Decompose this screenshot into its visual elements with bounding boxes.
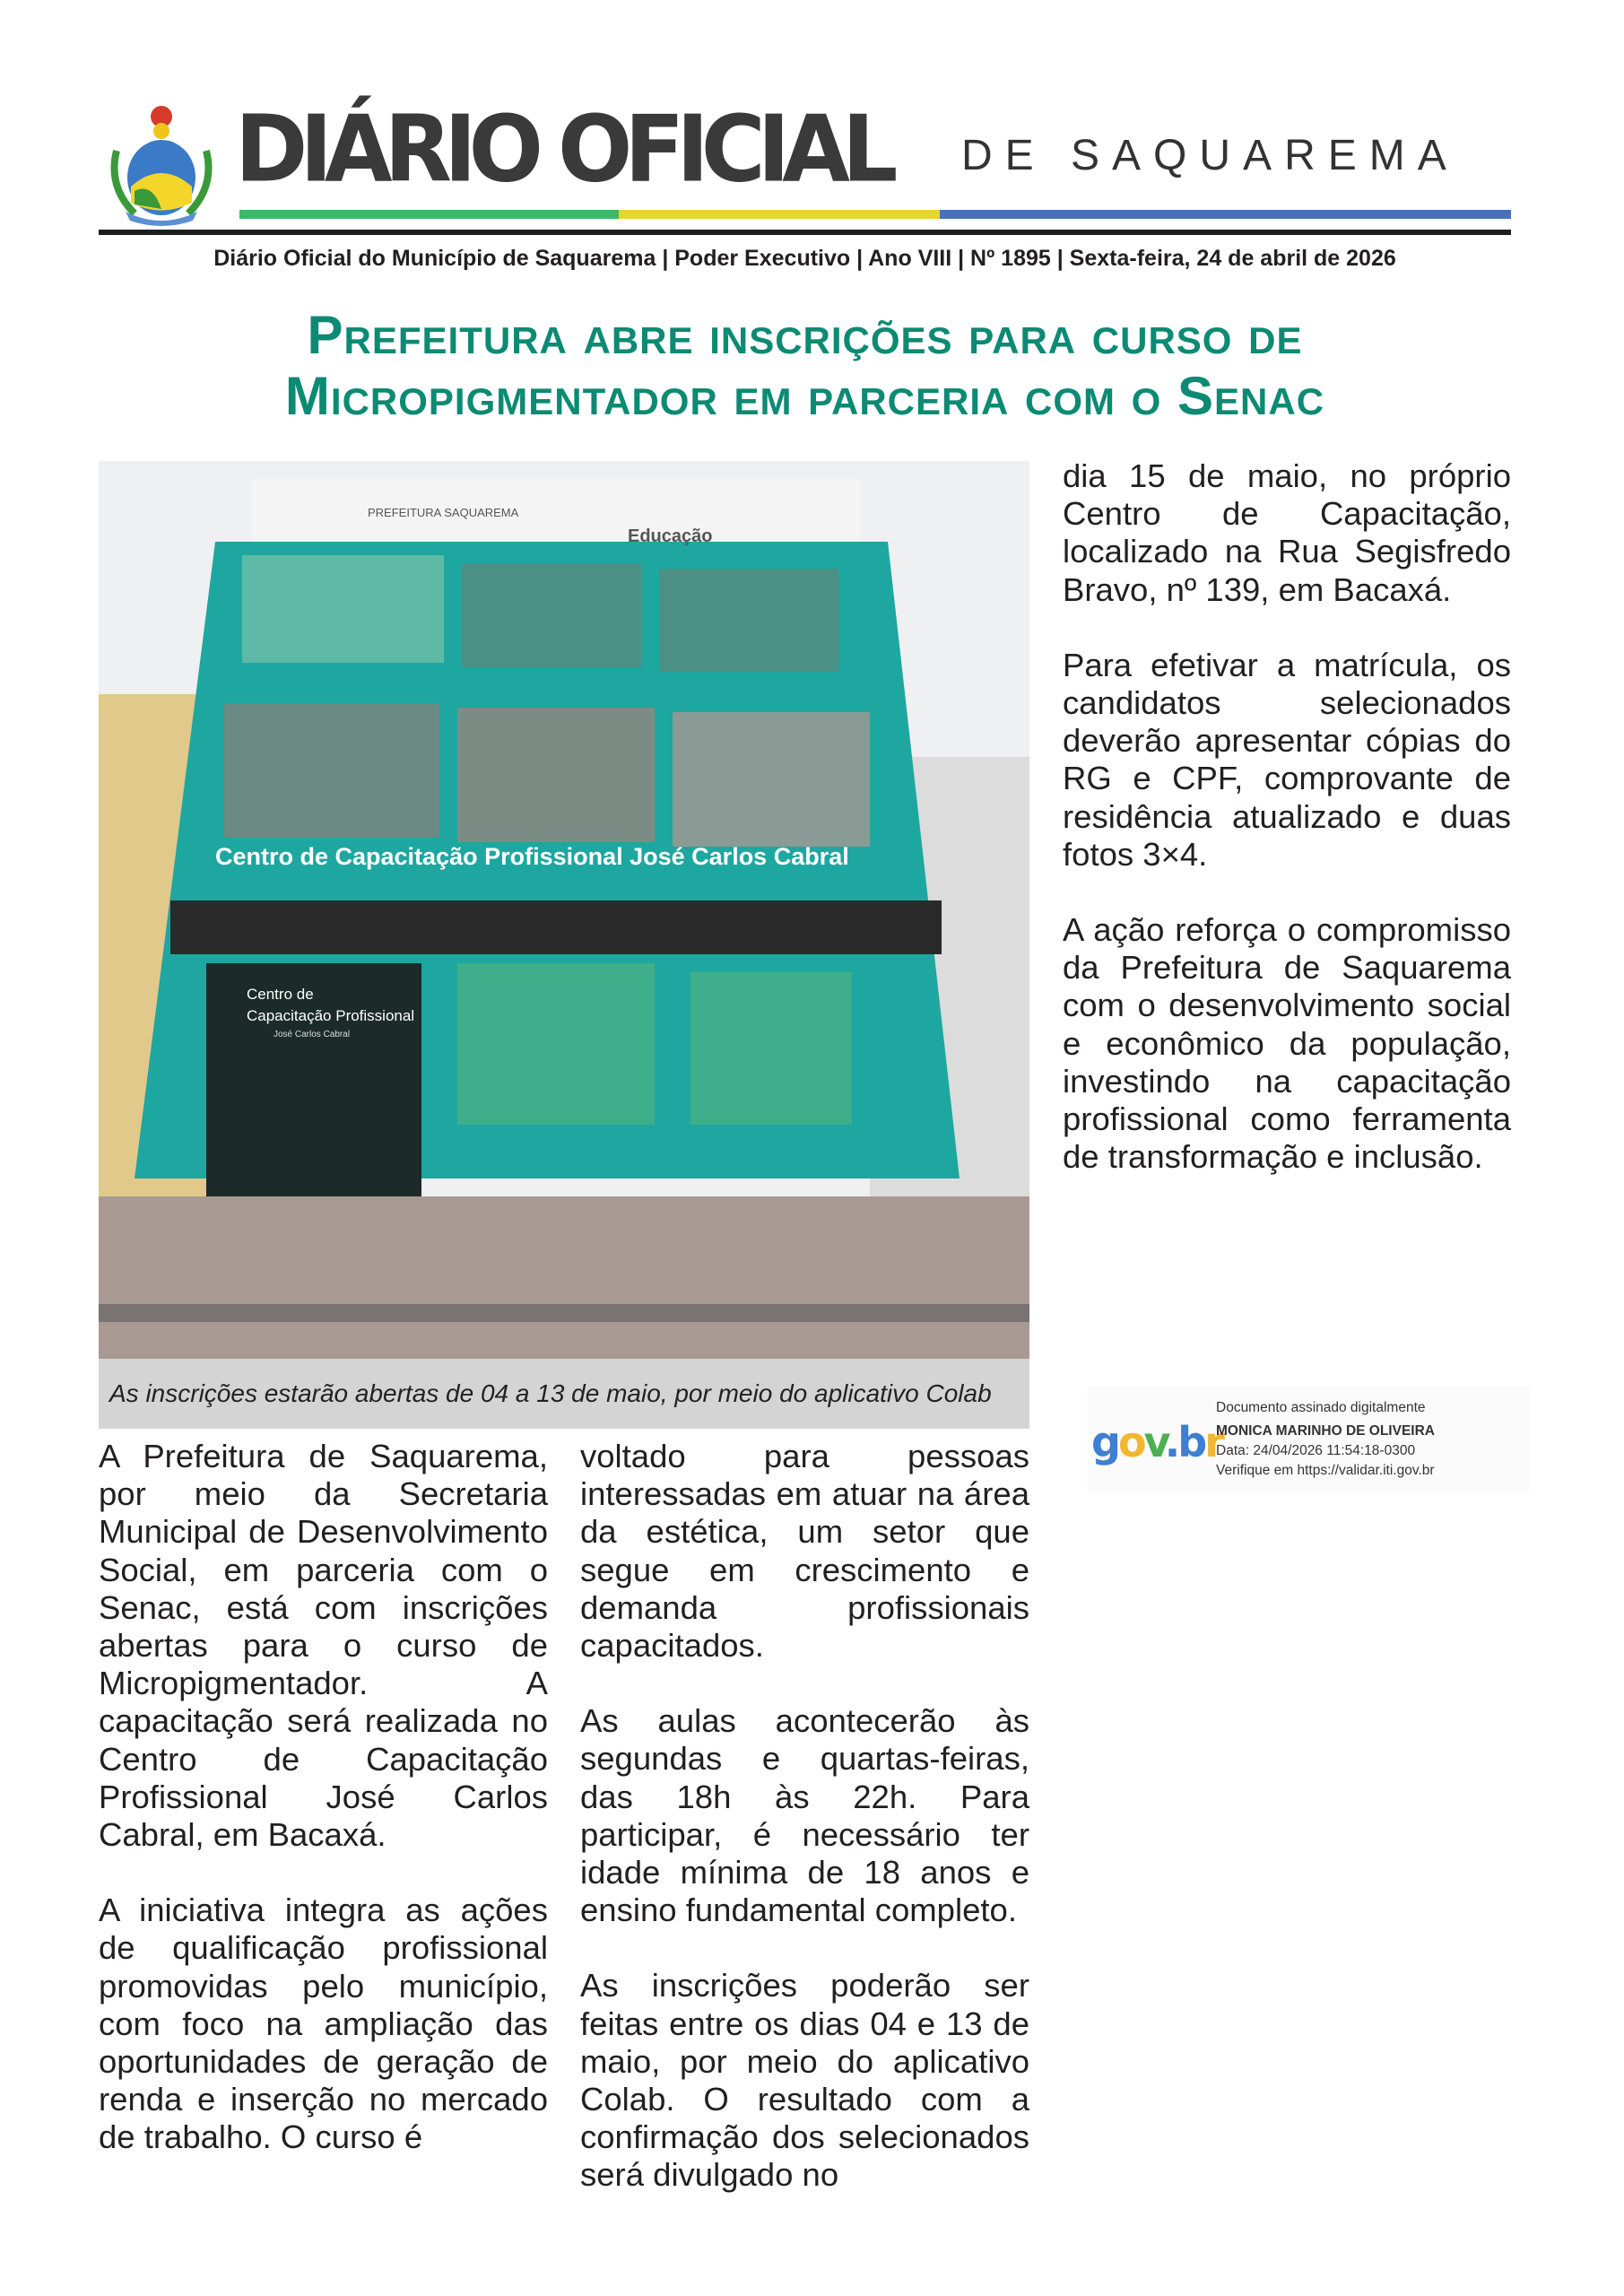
photo-logo-prefeitura: PREFEITURA SAQUAREMA xyxy=(368,506,519,519)
color-bar-blue xyxy=(940,210,1511,219)
entrance-sign-2: Capacitação Profissional xyxy=(247,1007,415,1024)
signature-date: Data: 24/04/2026 11:54:18-0300 xyxy=(1216,1443,1416,1458)
saquarema-coat-of-arms-logo xyxy=(99,97,224,227)
facade-sign: Centro de Capacitação Profissional José Carlos Cabral xyxy=(215,843,849,870)
signer-name: MONICA MARINHO DE OLIVEIRA xyxy=(1216,1423,1435,1439)
verify-link[interactable]: Verifique em https://validar.iti.gov.br xyxy=(1216,1463,1435,1478)
color-bar-green xyxy=(239,210,619,219)
headline-line-1: Prefeitura abre inscrições para curso de xyxy=(307,305,1303,365)
paragraph: Para efetivar a matrícula, os candidatos selecionados deverão apresentar cópias do RG e CPF, comprovante de residência atualizado e duas fotos 3×4. xyxy=(1063,646,1511,873)
paragraph: As inscrições poderão ser feitas entre os dias 04 e 13 de maio, por meio do aplicativo Colab. O resultado com a confirmação dos selecionados será divulgado no xyxy=(580,1967,1029,2194)
article-column-2 xyxy=(580,1438,1029,2232)
paragraph: A Prefeitura de Saquarema, por meio da Secretaria Municipal de Desenvolvimento Social, em parceria com o Senac, está com inscrições abertas para o curso de Micropigmentador. A capacitação será realizada no Centro de Capacitação Profissional José Carlos Cabral, em Bacaxá. xyxy=(99,1438,548,1854)
digital-signature-stamp xyxy=(1088,1386,1530,1493)
photo-logo-educacao: Educação xyxy=(628,526,713,546)
newspaper-subtitle: DE SAQUAREMA xyxy=(961,132,1459,179)
color-bar-yellow xyxy=(619,210,940,219)
header-divider xyxy=(99,230,1511,235)
govbr-logo: gov.br xyxy=(1091,1418,1222,1466)
paragraph: dia 15 de maio, no próprio Centro de Capacitação, localizado na Rua Segisfredo Bravo, nº 139, em Bacaxá. xyxy=(1063,457,1511,608)
article-column-3 xyxy=(1063,457,1511,1213)
entrance-sign-3: José Carlos Cabral xyxy=(274,1030,351,1039)
paragraph: voltado para pessoas interessadas em atuar na área da estética, um setor que segue em crescimento e demanda profissionais capacitados. xyxy=(580,1438,1029,1665)
entrance-sign-1: Centro de xyxy=(247,986,314,1003)
signature-label: Documento assinado digitalmente xyxy=(1216,1400,1426,1415)
article-column-1 xyxy=(99,1438,548,2195)
article-headline xyxy=(99,305,1511,427)
headline-line-2: Micropigmentador em parceria com o Senac xyxy=(284,366,1325,426)
paragraph: As aulas acontecerão às segundas e quartas-feiras, das 18h às 22h. Para participar, é necessário ter idade mínima de 18 anos e ensino fundamental completo. xyxy=(580,1702,1029,1929)
paragraph: A ação reforça o compromisso da Prefeitura de Saquarema com o desenvolvimento social e econômico da população, investindo na capacitação profissional como ferramenta de transformação e inclusão. xyxy=(1063,911,1511,1176)
article-photo xyxy=(99,461,1029,1359)
newspaper-title: DIÁRIO OFICIAL xyxy=(235,96,890,204)
edition-info: Diário Oficial do Município de Saquarema | Poder Executivo | Ano VIII | Nº 1895 | Sexta-feira, 24 de abril de 2026 xyxy=(213,246,1396,271)
paragraph: A iniciativa integra as ações de qualificação profissional promovidas pelo município, com foco na ampliação das oportunidades de geração de renda e inserção no mercado de trabalho. O curso é xyxy=(99,1892,548,2156)
photo-caption: As inscrições estarão abertas de 04 a 13 de maio, por meio do aplicativo Colab xyxy=(99,1359,1029,1429)
